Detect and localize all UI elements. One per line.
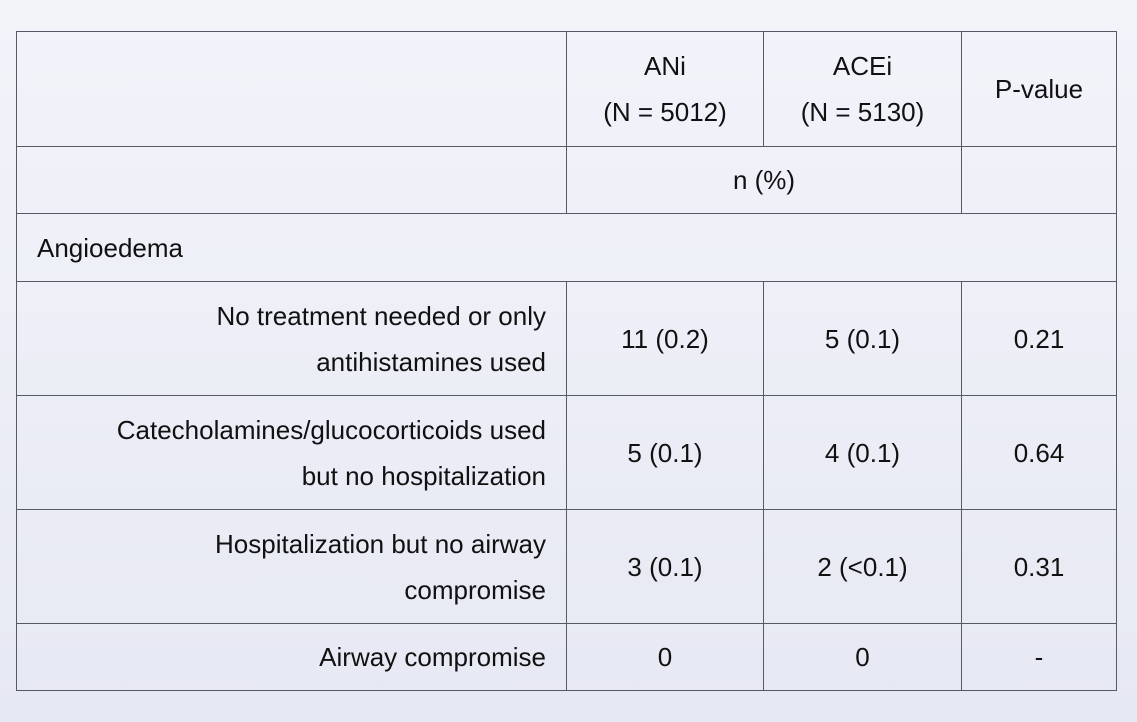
- row-label: Airway compromise: [17, 624, 567, 691]
- row-pvalue: 0.64: [962, 396, 1117, 510]
- header-acei: [764, 32, 962, 147]
- table-row: [17, 282, 1117, 396]
- row-acei-value: 0: [764, 624, 962, 691]
- row-label: [17, 396, 567, 510]
- row-label-line2: but no hospitalization: [301, 460, 546, 491]
- row-label: [17, 282, 567, 396]
- row-label-line2: antihistamines used: [316, 346, 546, 377]
- table-row: [17, 396, 1117, 510]
- header-row: [17, 32, 1117, 147]
- row-ani-value: 3 (0.1): [567, 510, 764, 624]
- header-ani-name: ANi: [644, 51, 686, 81]
- units-empty-pvalue: [962, 147, 1117, 214]
- table-row: [17, 624, 1117, 691]
- header-acei-n: (N = 5130): [800, 97, 925, 127]
- row-ani-value: 5 (0.1): [567, 396, 764, 510]
- row-ani-value: 0: [567, 624, 764, 691]
- row-label-line1: Catecholamines/glucocorticoids used: [116, 414, 546, 445]
- row-acei-value: 4 (0.1): [764, 396, 962, 510]
- units-empty-cell: [17, 147, 567, 214]
- header-ani-n: (N = 5012): [603, 97, 727, 127]
- units-label: n (%): [567, 147, 962, 214]
- header-acei-name: ACEi: [832, 51, 893, 81]
- table-row: [17, 510, 1117, 624]
- row-label-line2: compromise: [404, 574, 546, 605]
- units-row: [17, 147, 1117, 214]
- row-acei-value: 2 (<0.1): [764, 510, 962, 624]
- row-label-line1: No treatment needed or only: [216, 300, 546, 331]
- row-pvalue: 0.21: [962, 282, 1117, 396]
- header-pvalue: P-value: [962, 32, 1117, 147]
- section-row: [17, 214, 1117, 282]
- header-ani: [567, 32, 764, 147]
- section-title: Angioedema: [17, 214, 1117, 282]
- row-label: [17, 510, 567, 624]
- row-ani-value: 11 (0.2): [567, 282, 764, 396]
- row-pvalue: 0.31: [962, 510, 1117, 624]
- row-pvalue: -: [962, 624, 1117, 691]
- angioedema-table: [16, 31, 1117, 691]
- row-label-line1: Hospitalization but no airway: [215, 528, 546, 559]
- header-empty-cell: [17, 32, 567, 147]
- row-acei-value: 5 (0.1): [764, 282, 962, 396]
